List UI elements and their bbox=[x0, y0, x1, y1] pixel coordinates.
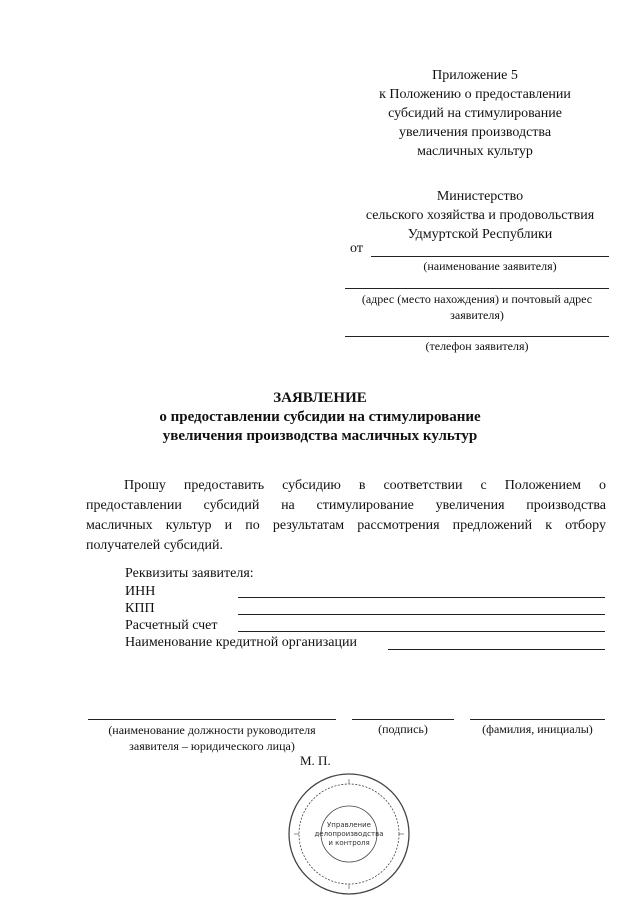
name-line[interactable] bbox=[470, 719, 605, 720]
appendix-line-4: увеличения производства bbox=[398, 125, 552, 140]
from-label: от bbox=[350, 241, 363, 256]
applicant-phone-caption: (телефон заявителя) bbox=[425, 339, 529, 353]
stamp-center-line-2: делопроизводства bbox=[314, 830, 384, 838]
account-line[interactable] bbox=[238, 631, 605, 632]
inn-line[interactable] bbox=[238, 597, 605, 598]
applicant-address-caption bbox=[345, 291, 609, 323]
appendix-line-2: к Положению о предоставлении bbox=[379, 87, 571, 102]
kpp-label: КПП bbox=[125, 601, 155, 616]
applicant-name-line[interactable] bbox=[371, 256, 609, 257]
official-stamp bbox=[285, 770, 413, 898]
appendix-line-3: субсидий на стимулирование bbox=[388, 106, 562, 121]
position-caption bbox=[88, 722, 336, 754]
kpp-line[interactable] bbox=[238, 614, 605, 615]
body-line-2: предоставлении субсидий на стимулирование увеличения производства bbox=[86, 498, 606, 513]
inn-label: ИНН bbox=[125, 584, 156, 599]
appendix-block bbox=[355, 66, 595, 161]
sign-caption: (подпись) bbox=[378, 722, 428, 736]
title-sub-2: увеличения производства масличных культур bbox=[162, 428, 478, 444]
position-caption-line-2: заявителя – юридического лица) bbox=[129, 739, 295, 753]
sign-line[interactable] bbox=[352, 719, 454, 720]
addressee-line-2: сельского хозяйства и продовольствия bbox=[365, 208, 595, 223]
document-title bbox=[120, 389, 520, 446]
account-label: Расчетный счет bbox=[125, 618, 218, 633]
applicant-address-line[interactable] bbox=[345, 288, 609, 289]
body-line-1: Прошу предоставить субсидию в соответствии с Положением о bbox=[124, 478, 606, 493]
title-sub-1: о предоставлении субсидии на стимулирование bbox=[159, 409, 481, 425]
request-body bbox=[86, 476, 606, 556]
bank-line[interactable] bbox=[388, 649, 605, 650]
applicant-phone-line[interactable] bbox=[345, 336, 609, 337]
stamp-center-line-1: Управление bbox=[327, 821, 371, 829]
addressee-block bbox=[345, 187, 615, 244]
seal-place-label: М. П. bbox=[300, 753, 331, 768]
position-line[interactable] bbox=[88, 719, 336, 720]
bank-label: Наименование кредитной организации bbox=[125, 635, 357, 650]
address-caption-line-1: (адрес (место нахождения) и почтовый адрес bbox=[361, 292, 593, 306]
title-main: ЗАЯВЛЕНИЕ bbox=[273, 390, 367, 406]
name-caption: (фамилия, инициалы) bbox=[482, 722, 593, 736]
addressee-line-3: Удмуртской Республики bbox=[407, 227, 553, 242]
body-line-3: масличных культур и по результатам рассмотрения предложений к отбору bbox=[86, 518, 606, 533]
address-caption-line-2: заявителя) bbox=[450, 308, 504, 322]
stamp-center-line-3: и контроля bbox=[328, 839, 370, 847]
body-line-4: получателей субсидий. bbox=[86, 538, 223, 553]
position-caption-line-1: (наименование должности руководителя bbox=[108, 723, 316, 737]
addressee-line-1: Министерство bbox=[436, 189, 524, 204]
appendix-line-5: масличных культур bbox=[417, 144, 533, 159]
appendix-line-1: Приложение 5 bbox=[432, 68, 518, 83]
requisites-heading: Реквизиты заявителя: bbox=[125, 566, 254, 581]
applicant-name-caption: (наименование заявителя) bbox=[423, 259, 557, 273]
